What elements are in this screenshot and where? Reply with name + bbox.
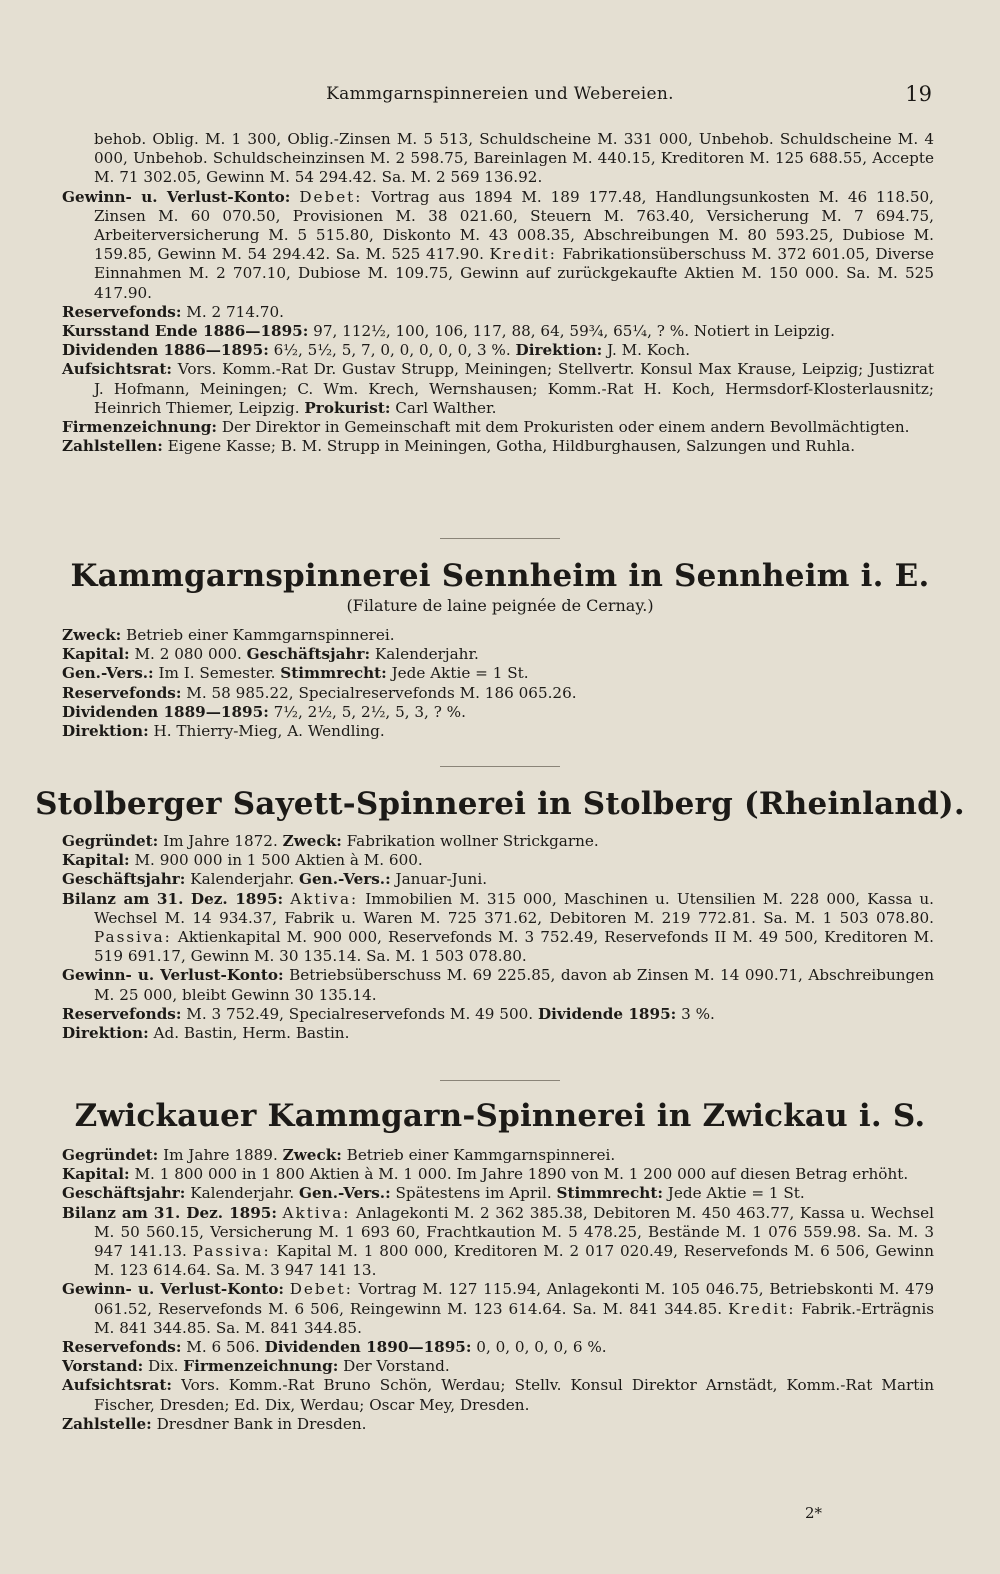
signature-paragraph [62,418,934,437]
label: Reservefonds: [62,1338,182,1357]
aktiva-text: Anlagekonti M. 2 362 385.38, Debitoren M. 450 463.77, Kassa u. Wechsel M. 50 560.15, Versicherung M. 1 693 60, Frachtkaution M. 5 478.25, Bestände M. 1 076 559.98. Sa. M. 3 947 141.13. [94,1203,935,1261]
label: Zweck: [282,832,342,850]
label: Gewinn- u. Verlust-Konto: [62,1280,285,1299]
label: Kapital: [62,645,130,664]
entry-line [62,1005,934,1024]
label: Vorstand: [62,1357,144,1376]
label: Gegründet: [62,1146,159,1164]
value: Dix. [148,1357,179,1376]
section-title-stolberg: Stolberger Sayett-Spinnerei in Stolberg (Rheinland). [35,786,965,822]
kredit-text: Fabrik.-Erträgnis M. 841 344.85. Sa. M. 841 344.85. [94,1299,935,1337]
value: J. M. Koch. [607,341,691,360]
entry-line [62,684,934,703]
debet-label: Debet: [299,187,363,206]
entry-sennheim [62,626,934,741]
label: Gewinn- u. Verlust-Konto: [62,966,284,985]
divider [440,538,560,539]
value: Kalenderjahr. [374,645,479,664]
running-title: Kammgarnspinnereien und Webereien. [326,84,674,104]
aktiva-label: Aktiva: [290,889,359,908]
section-title-sennheim: Kammgarnspinnerei Sennheim in Sennheim i. E. [70,558,930,594]
entry-zwickau [62,1146,934,1434]
value: 6½, 5½, 5, 7, 0, 0, 0, 0, 0, 3 %. [273,341,511,360]
profit-loss-paragraph [62,1280,934,1338]
entry-line [62,870,934,889]
entry-line [62,1357,934,1376]
value: H. Thierry-Mieg, A. Wendling. [153,722,385,741]
balance-text: behob. Oblig. M. 1 300, Oblig.-Zinsen M. 5 513, Schuldscheine M. 331 000, Unbehob. Schuldscheine M. 4 000, Unbehob. Schuldscheinzinsen M. 2 598.75, Bareinlagen M. 440.15, Kreditoren M. 125 688.55, Accepte M. 71 302.05, Gewinn M. 54 294.42. Sa. M. 2 569 136.92. [94,130,934,187]
value: M. 900 000 in 1 500 Aktien à M. 600. [134,851,423,870]
label: Zahlstellen: [62,437,163,456]
value: M. 2 080 000. [134,645,242,664]
label: Gewinn- u. Verlust-Konto: [62,187,291,206]
passiva-text: Aktienkapital M. 900 000, Reservefonds M. 3 752.49, Reservefonds II M. 49 500, Kreditoren M. 519 691.17, Gewinn M. 30 135.14. Sa. M. 1 503 078.80. [94,928,935,966]
label: Direktion: [62,722,149,741]
entry-line [62,1165,934,1184]
value: Vors. Komm.-Rat Dr. Gustav Strupp, Meiningen; Stellvertr. Konsul Max Krause, Leipzig; Justizrat J. Hofmann, Meiningen; C. Wm. Krech, Wernshausen; Komm.-Rat H. Koch, Hermsdorf-Klosterlausnitz; Heinrich Thiemer, Leipzig. [94,360,935,417]
value: Betrieb einer Kammgarnspinnerei. [346,1146,616,1164]
entry-line [62,851,934,870]
debet-label: Debet: [289,1280,353,1299]
value: Spätestens im April. [395,1184,552,1203]
value: M. 3 752.49, Specialreservefonds M. 49 500. [186,1004,534,1023]
value: Der Vorstand. [343,1357,450,1376]
label: Reservefonds: [62,683,182,702]
profit-loss-paragraph [62,188,934,303]
value: Kalenderjahr. [190,1184,295,1203]
label: Gen.-Vers.: [62,664,154,683]
label: Firmenzeichnung: [183,1357,339,1376]
value: 7½, 2½, 5, 2½, 5, 3, ? %. [273,702,466,721]
entry-line [62,1146,934,1165]
value: Fabrikation wollner Strickgarne. [346,832,599,850]
value: M. 6 506. [186,1338,260,1357]
continued-entry [62,130,934,456]
kredit-label: Kredit: [489,245,557,264]
label: Aufsichtsrat: [62,360,172,379]
label: Bilanz am 31. Dez. 1895: [62,1203,277,1222]
entry-line [62,703,934,722]
label: Direktion: [515,341,603,360]
value: Januar-Juni. [395,870,488,889]
label: Kapital: [62,851,130,870]
value: Vors. Komm.-Rat Bruno Schön, Werdau; Stellv. Konsul Direktor Arnstädt, Komm.-Rat Martin Fischer, Dresden; Ed. Dix, Werdau; Oscar Mey, Dresden. [94,1376,934,1414]
label: Stimmrecht: [556,1184,663,1203]
label: Zweck: [62,626,122,644]
label: Aufsichtsrat: [62,1376,172,1395]
kredit-label: Kredit: [728,1299,796,1318]
signature-mark: 2* [804,1504,822,1522]
entry-line [62,722,934,741]
passiva-text: Kapital M. 1 800 000, Kreditoren M. 2 017 020.49, Reservefonds M. 6 506, Gewinn M. 123 614.64. Sa. M. 3 947 141 13. [94,1242,935,1280]
balance-paragraph [62,890,934,967]
label: Reservefonds: [62,1004,182,1023]
divider [440,766,560,767]
entry-line [62,645,934,664]
reserve-paragraph [62,303,934,322]
board-paragraph [62,360,934,418]
label: Gegründet: [62,832,159,850]
value: Jede Aktie = 1 St. [391,664,529,683]
label: Direktion: [62,1024,149,1043]
label: Gen.-Vers.: [299,870,391,889]
price-paragraph [62,322,934,341]
entry-line [62,1024,934,1043]
divider [440,1080,560,1081]
page-number: 19 [905,82,932,106]
entry-line [62,1415,934,1434]
value: Im I. Semester. [158,664,276,683]
kredit-text: Fabrikationsüberschuss M. 372 601.05, Diverse Einnahmen M. 2 707.10, Dubiose M. 109.75, Gewinn auf zurückgekaufte Aktien M. 150 000. Sa. M. 525 417.90. [94,245,935,302]
label: Bilanz am 31. Dez. 1895: [62,889,284,908]
aktiva-text: Immobilien M. 315 000, Maschinen u. Utensilien M. 228 000, Kassa u. Wechsel M. 14 934.37, Fabrik u. Waren M. 725 371.62, Debitoren M. 219 772.81. Sa. M. 1 503 078.80. [94,889,935,927]
value: Im Jahre 1872. [163,832,278,850]
label: Prokurist: [304,398,391,417]
entry-line [62,1184,934,1203]
value: Jede Aktie = 1 St. [667,1184,805,1203]
label: Firmenzeichnung: [62,418,218,437]
aktiva-label: Aktiva: [282,1203,351,1222]
value: Eigene Kasse; B. M. Strupp in Meiningen, Gotha, Hildburghausen, Salzungen und Ruhla. [167,437,856,456]
value: Im Jahre 1889. [163,1146,278,1164]
label: Dividenden 1886—1895: [62,341,269,360]
balance-continuation [62,130,934,188]
value: M. 58 985.22, Specialreservefonds M. 186 065.26. [186,683,577,702]
value: M. 2 714.70. [186,302,284,321]
value: 97, 112½, 100, 106, 117, 88, 64, 59¾, 65¼, ? %. Notiert in Leipzig. [313,322,835,341]
dividend-paragraph [62,341,934,360]
label: Reservefonds: [62,302,182,321]
value: Kalenderjahr. [190,870,295,889]
entry-line [62,626,934,645]
value: Ad. Bastin, Herm. Bastin. [153,1024,350,1043]
entry-line [62,664,934,683]
section-subtitle-sennheim: (Filature de laine peignée de Cernay.) [346,596,654,615]
label: Stimmrecht: [280,664,387,683]
label: Gen.-Vers.: [299,1184,391,1203]
label: Kursstand Ende 1886—1895: [62,322,309,341]
label: Kapital: [62,1165,130,1184]
value: Carl Walther. [395,398,497,417]
label: Dividende 1895: [537,1004,677,1023]
entry-line [62,832,934,851]
entry-line [62,1338,934,1357]
label: Zweck: [282,1146,342,1164]
paying-agents-paragraph [62,437,934,456]
value: Betriebsüberschuss M. 69 225.85, davon ab Zinsen M. 14 090.71, Abschreibungen M. 25 000, bleibt Gewinn 30 135.14. [94,966,934,1004]
value: 0, 0, 0, 0, 0, 6 %. [476,1338,607,1357]
debet-text: Vortrag M. 127 115.94, Anlagekonti M. 105 046.75, Betriebskonti M. 479 061.52, Reservefonds M. 6 506, Reingewinn M. 123 614.64. Sa. M. 841 344.85. [94,1280,935,1318]
label: Dividenden 1890—1895: [264,1338,472,1357]
value: Betrieb einer Kammgarnspinnerei. [126,626,395,644]
value: M. 1 800 000 in 1 800 Aktien à M. 1 000. Im Jahre 1890 von M. 1 200 000 auf diesen Betrag erhöht. [134,1165,909,1184]
passiva-label: Passiva: [192,1242,271,1261]
label: Geschäftsjahr: [62,1184,186,1203]
page-header [0,84,1000,114]
label: Zahlstelle: [62,1414,152,1433]
profit-loss-paragraph [62,966,934,1004]
label: Geschäftsjahr: [246,645,371,664]
debet-text: Vortrag aus 1894 M. 189 177.48, Handlungsunkosten M. 46 118.50, Zinsen M. 60 070.50, Provisionen M. 38 021.60, Steuern M. 763.40, Versicherung M. 7 694.75, Arbeiterversicherung M. 5 515.80, Diskonto M. 43 008.35, Abschreibungen M. 80 593.25, Dubiose M. 159.85, Gewinn M. 54 294.42. Sa. M. 525 417.90. [94,187,935,264]
value: Der Direktor in Gemeinschaft mit dem Prokuristen oder einem andern Bevollmächtigten. [221,418,910,437]
value: 3 %. [681,1004,715,1023]
label: Dividenden 1889—1895: [62,702,269,721]
entry-stolberg [62,832,934,1043]
label: Geschäftsjahr: [62,870,186,889]
board-paragraph [62,1376,934,1414]
passiva-label: Passiva: [94,928,172,947]
value: Dresdner Bank in Dresden. [156,1414,367,1433]
section-title-zwickau: Zwickauer Kammgarn-Spinnerei in Zwickau i. S. [74,1098,926,1134]
balance-paragraph [62,1204,934,1281]
